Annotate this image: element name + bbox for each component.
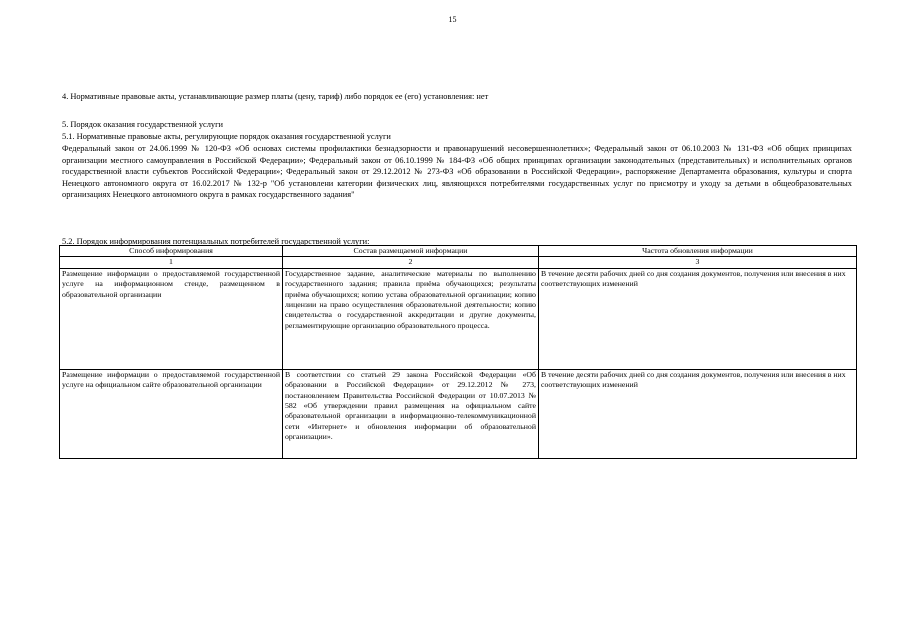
column-number-3: 3 xyxy=(539,257,857,268)
information-table xyxy=(59,245,857,459)
cell-method: Размещение информации о предоставляемой государственной услуге на официальном сайте образовательной организации xyxy=(60,369,283,458)
column-number-1: 1 xyxy=(60,257,283,268)
header-method: Способ информирования xyxy=(60,246,283,257)
header-frequency: Частота обновления информации xyxy=(539,246,857,257)
section-5-1-body: Федеральный закон от 24.06.1999 № 120-ФЗ «Об основах системы профилактики безнадзорности и правонарушений несовершеннолетних»; Федеральный закон от 06.10.2003 № 131-ФЗ «Об общих принципах организации местного самоуправления в Российской Федерации»; Федеральный закон от 06.10.1999 № 184-ФЗ «Об общих принципах организации законодательных (представительных) и исполнительных органов государственной власти субъектов Российской Федерации»; Федеральный закон от 29.12.2012 № 273-ФЗ «Об образовании в Российской Федерации», распоряжение Департамента образования, культуры и спорта Ненецкого автономного округа от 16.02.2017 № 132-р "Об установлени категории физических лиц, являющихся потребителями государственных услуг по присмотру и уходу за детьми в общеобразовательных организациях Ненецкого автономного округа в рамках государственного задания" xyxy=(62,144,852,200)
table-row xyxy=(60,369,857,458)
page-number: 15 xyxy=(448,15,457,24)
column-number-2: 2 xyxy=(283,257,539,268)
section-5-2-title: 5.2. Порядок информирования потенциальных потребителей государственной услуги: xyxy=(62,237,370,246)
cell-content: Государственное задание, аналитические материалы по выполнению государственного задания; правила приёма обучающихся; результаты приёма обучающихся; копию устава образовательной организации; копию лицензии на право осуществления образовательной деятельности; копию свидетельства о государственной аккредитации и другие документы, регламентирующие организацию образовательного процесса. xyxy=(283,268,539,369)
table-row xyxy=(60,268,857,369)
section-5-title: 5. Порядок оказания государственной услуги xyxy=(62,120,224,129)
cell-frequency: В течение десяти рабочих дней со дня создания документов, получения или внесения в них соответствующих изменений xyxy=(539,369,857,458)
table-header-row xyxy=(60,246,857,257)
header-content: Состав размещаемой информации xyxy=(283,246,539,257)
cell-content: В соответствии со статьей 29 закона Российской Федерации «Об образовании в Российской Федерации» от 29.12.2012 № 273, постановлением Правительства Российской Федерации от 10.07.2013 № 582 «Об утверждении правил размещения на официальном сайте образовательной организации в информационно-телекоммуникационной сети «Интернет» и обновления информации об образовательной организации». xyxy=(283,369,539,458)
cell-method: Размещение информации о предоставляемой государственной услуге на информационном стенде, размещенном в образовательной организации xyxy=(60,268,283,369)
cell-frequency: В течение десяти рабочих дней со дня создания документов, получения или внесения в них соответствующих изменений xyxy=(539,268,857,369)
section-5-1-title: 5.1. Нормативные правовые акты, регулирующие порядок оказания государственной услуги xyxy=(62,132,391,141)
section-4-text: 4. Нормативные правовые акты, устанавливающие размер платы (цену, тариф) либо порядок ее (его) установления: нет xyxy=(62,92,489,101)
table-number-row xyxy=(60,257,857,268)
